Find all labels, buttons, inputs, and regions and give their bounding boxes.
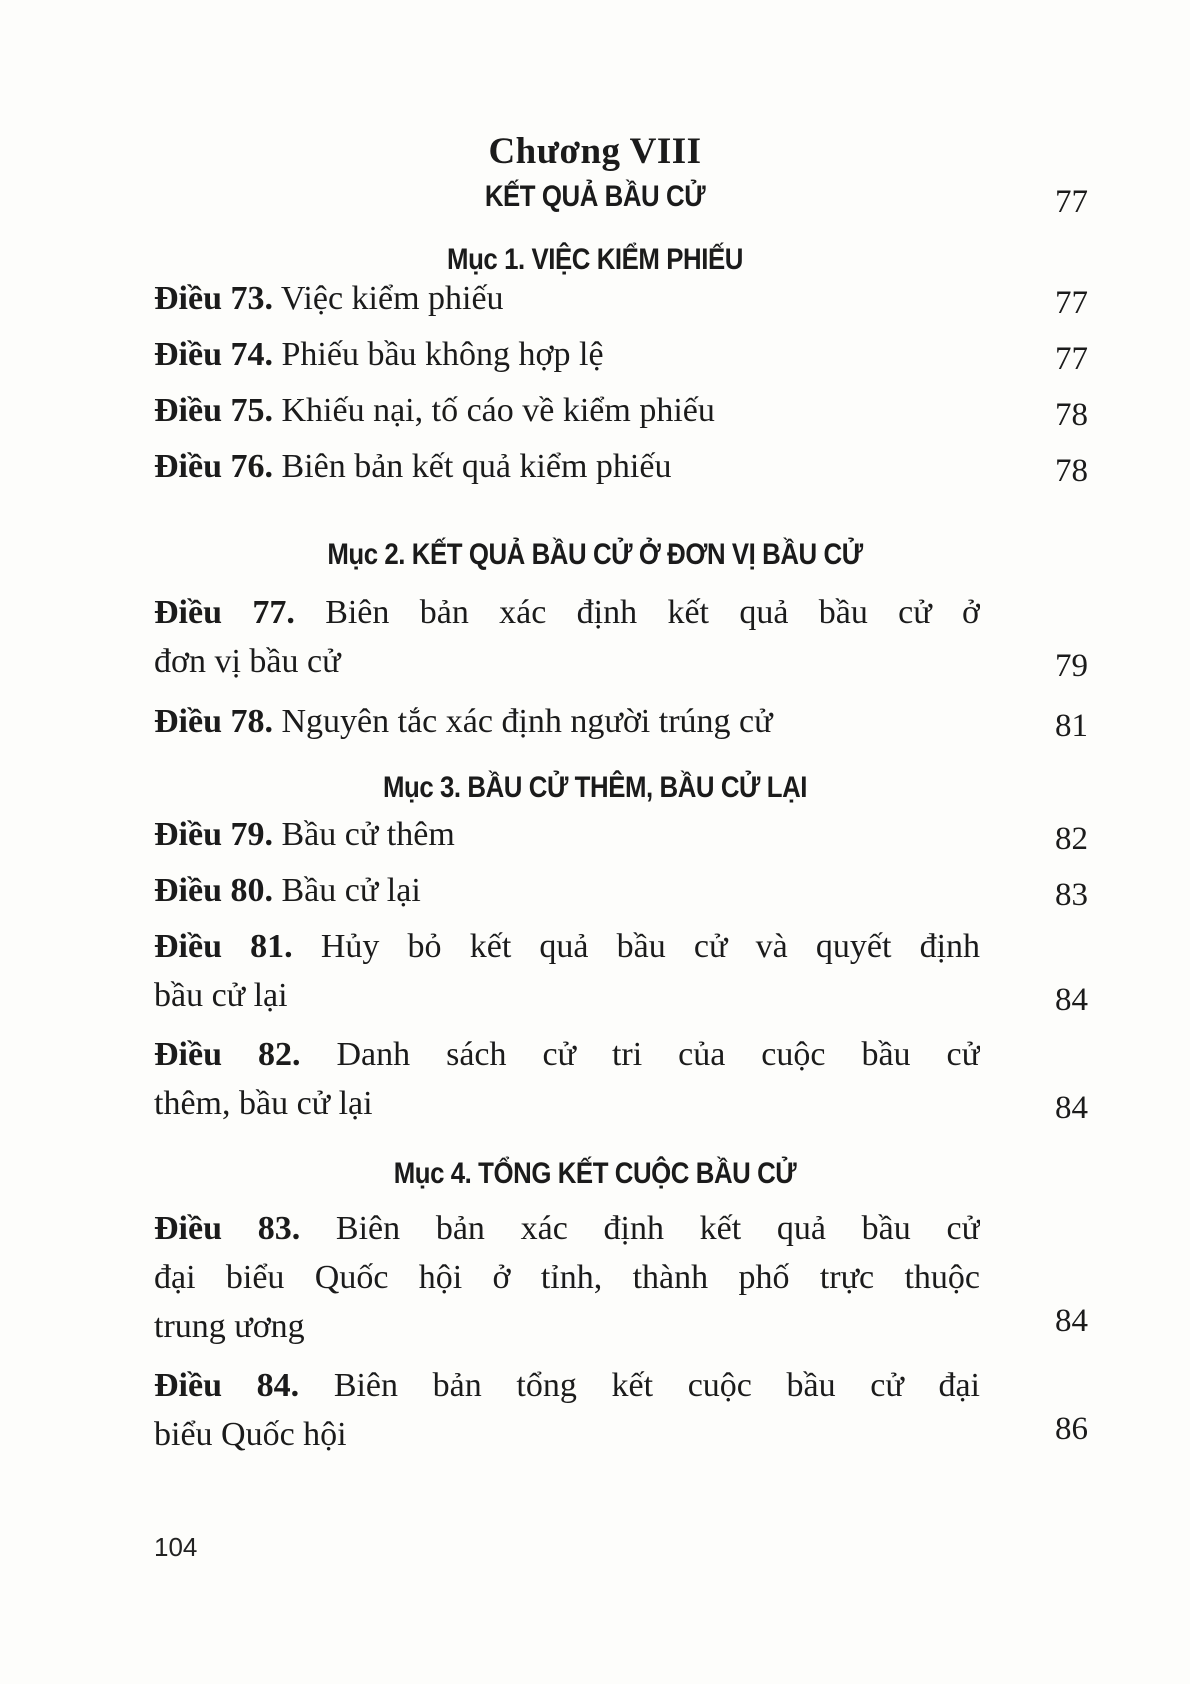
chapter-page: 77 [1055,184,1088,220]
entry-title: Việc kiểm phiếu [280,280,504,317]
toc-entry-83-cont: đại biểu Quốc hội ở tỉnh, thành phố trực thuộc [154,1259,980,1296]
chapter-title: KẾT QUẢ BẦU CỬ [484,180,706,213]
entry-page-81: 84 [1055,982,1088,1018]
entry-title: Danh sách cử tri của cuộc bầu cử [336,1036,980,1073]
section-heading-3: Mục 3. BẦU CỬ THÊM, BẦU CỬ LẠI [382,771,808,804]
entry-label: Điều 77. [154,594,295,631]
entry-label: Điều 82. [154,1036,301,1073]
section-heading-2: Mục 2. KẾT QUẢ BẦU CỬ Ở ĐƠN VỊ BẦU CỬ [327,538,863,571]
toc-entry-82-cont: thêm, bầu cử lại [154,1085,373,1122]
entry-label: Điều 76. [154,448,273,485]
entry-page-82: 84 [1055,1090,1088,1126]
toc-entry-76[interactable] [154,448,980,486]
entry-title: Khiếu nại, tố cáo về kiểm phiếu [281,392,715,429]
toc-entry-79[interactable] [154,816,980,854]
entry-title: Phiếu bầu không hợp lệ [281,336,604,373]
entry-label: Điều 79. [154,816,273,853]
entry-page-79: 82 [1055,821,1088,857]
entry-page-76: 78 [1055,453,1088,489]
entry-page-73: 77 [1055,285,1088,321]
entry-title: Nguyên tắc xác định người trúng cử [281,703,773,740]
entry-title: Biên bản xác định kết quả bầu cử ở [325,594,980,631]
entry-label: Điều 74. [154,336,273,373]
toc-entry-75[interactable] [154,392,980,430]
entry-label: Điều 73. [154,280,273,317]
entry-title: Bầu cử lại [281,872,421,909]
toc-entry-74[interactable] [154,336,980,374]
entry-label: Điều 83. [154,1210,301,1247]
entry-page-84: 86 [1055,1411,1088,1447]
toc-entry-77[interactable] [154,594,980,632]
entry-title: Bầu cử thêm [281,816,455,853]
entry-title: Biên bản xác định kết quả bầu cử [335,1210,980,1247]
toc-entry-82[interactable] [154,1036,980,1074]
entry-page-77: 79 [1055,648,1088,684]
toc-entry-80[interactable] [154,872,980,910]
section-heading-1: Mục 1. VIỆC KIỂM PHIẾU [447,243,743,276]
entry-title: Biên bản kết quả kiểm phiếu [281,448,672,485]
entry-page-80: 83 [1055,877,1088,913]
entry-label: Điều 81. [154,928,293,965]
entry-label: Điều 78. [154,703,273,740]
entry-label: Điều 80. [154,872,273,909]
entry-label: Điều 75. [154,392,273,429]
section-heading-4: Mục 4. TỔNG KẾT CUỘC BẦU CỬ [393,1157,797,1190]
chapter-number: Chương VIII [488,131,702,172]
toc-entry-81[interactable] [154,928,980,966]
toc-entry-73[interactable] [154,280,980,318]
toc-entry-83-cont2: trung ương [154,1308,305,1345]
entry-page-83: 84 [1055,1303,1088,1339]
page-number: 104 [154,1532,198,1562]
entry-page-78: 81 [1055,708,1088,744]
entry-page-74: 77 [1055,341,1088,377]
entry-title: Hủy bỏ kết quả bầu cử và quyết định [320,928,980,965]
toc-entry-77-cont: đơn vị bầu cử [154,643,341,680]
toc-entry-84[interactable] [154,1367,980,1405]
entry-page-75: 78 [1055,397,1088,433]
toc-entry-84-cont: biểu Quốc hội [154,1416,347,1453]
toc-entry-81-cont: bầu cử lại [154,977,288,1014]
entry-title: Biên bản tổng kết cuộc bầu cử đại [333,1367,980,1404]
toc-entry-78[interactable] [154,703,980,741]
entry-label: Điều 84. [154,1367,300,1404]
toc-entry-83[interactable] [154,1210,980,1248]
